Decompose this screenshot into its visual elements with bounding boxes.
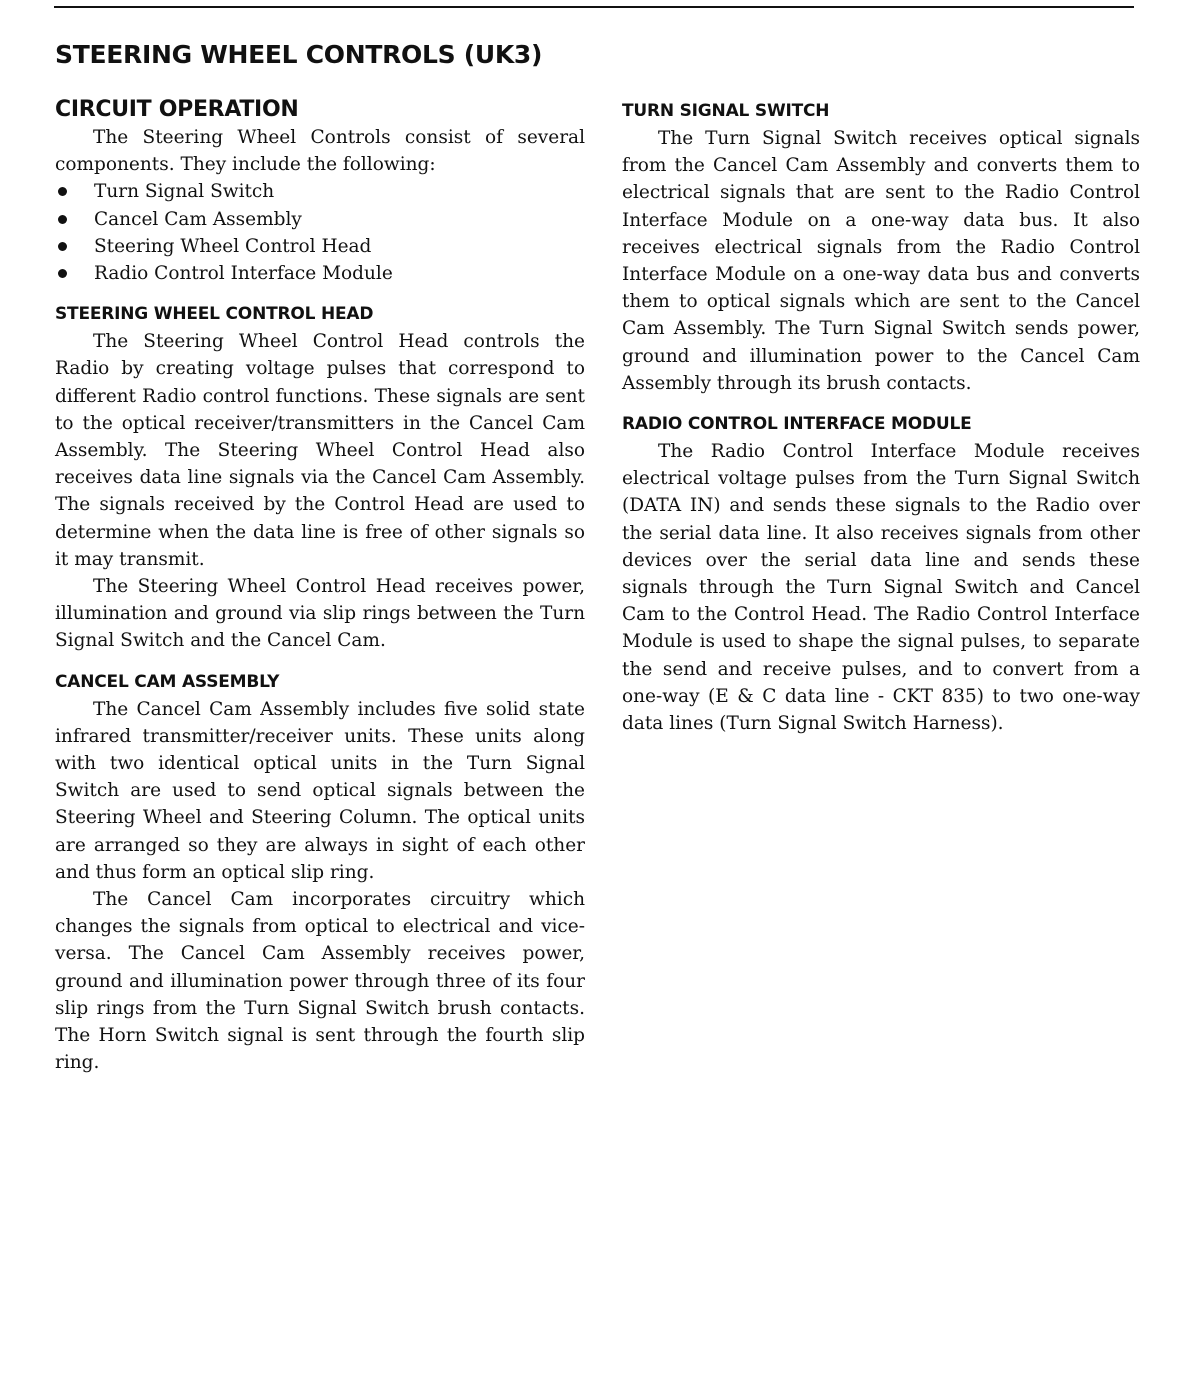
cancel-cam-assembly-heading: CANCEL CAM ASSEMBLY <box>55 671 280 692</box>
paragraph: The Cancel Cam Assembly includes five solid state infrared transmitter/receiver units. These units along with two identical optical units in the Turn Signal Switch are used to send optical signals between the Steering Wheel and Steering Column. The optical units are arranged so they are always in sight of each other and thus form an optical slip ring. <box>55 698 585 883</box>
circuit-operation-intro: The Steering Wheel Controls consist of several components. They include the following: <box>55 127 585 176</box>
bullet-icon <box>58 242 67 251</box>
radio-control-interface-module-section <box>622 411 1140 737</box>
circuit-operation-section <box>55 96 585 287</box>
right-column <box>622 96 1140 737</box>
list-item-text: Steering Wheel Control Head <box>94 235 372 257</box>
paragraph: The Steering Wheel Control Head controls the Radio by creating voltage pulses that correspond to different Radio control functions. These signals are sent to the optical receiver/transmitters in the Cancel Cam Assembly. The Steering Wheel Control Head also receives data line signals via the Cancel Cam Assembly. The signals received by the Control Head are used to determine when the data line is free of other signals so it may transmit. <box>55 331 585 570</box>
paragraph: The Radio Control Interface Module receives electrical voltage pulses from the Turn Signal Switch (DATA IN) and sends these signals to the Radio over the serial data line. It also receives signals from other devices over the serial data line and sends these signals through the Turn Signal Switch and Cancel Cam to the Control Head. The Radio Control Interface Module is used to shape the signal pulses, to separate the send and receive pulses, and to convert from a one-way (E & C data line - CKT 835) to two one-way data lines (Turn Signal Switch Harness). <box>622 441 1140 735</box>
list-item-text: Turn Signal Switch <box>94 181 275 203</box>
component-list <box>55 178 585 287</box>
steering-wheel-control-head-section <box>55 301 585 654</box>
circuit-operation-heading: CIRCUIT OPERATION <box>55 97 299 122</box>
page-title: STEERING WHEEL CONTROLS (UK3) <box>55 40 543 69</box>
list-item-text: Radio Control Interface Module <box>94 263 393 285</box>
radio-control-interface-module-heading: RADIO CONTROL INTERFACE MODULE <box>622 414 972 435</box>
paragraph: The Turn Signal Switch receives optical signals from the Cancel Cam Assembly and converts them to electrical signals that are sent to the Radio Control Interface Module on a one-way data bus. It also receives electrical signals from the Radio Control Interface Module on a one-way data bus and converts them to optical signals which are sent to the Cancel Cam Assembly. The Turn Signal Switch sends power, ground and illumination power to the Cancel Cam Assembly through its brush contacts. <box>622 128 1140 394</box>
bullet-icon <box>58 215 67 224</box>
list-item <box>55 260 585 287</box>
list-item <box>55 233 585 260</box>
bullet-icon <box>58 269 67 278</box>
turn-signal-switch-section <box>622 98 1140 397</box>
list-item-text: Cancel Cam Assembly <box>94 208 302 230</box>
turn-signal-switch-heading: TURN SIGNAL SWITCH <box>622 101 830 121</box>
left-column <box>55 96 585 1077</box>
list-item <box>55 178 585 205</box>
paragraph: The Steering Wheel Control Head receives power, illumination and ground via slip rings between the Turn Signal Switch and the Cancel Cam. <box>55 576 585 652</box>
cancel-cam-assembly-section <box>55 669 585 1077</box>
paragraph: The Cancel Cam incorporates circuitry which changes the signals from optical to electrical and vice-versa. The Cancel Cam Assembly receives power, ground and illumination power through three of its four slip rings from the Turn Signal Switch brush contacts. The Horn Switch signal is sent through the fourth slip ring. <box>55 889 585 1074</box>
bullet-icon <box>58 187 67 196</box>
steering-wheel-control-head-heading: STEERING WHEEL CONTROL HEAD <box>55 304 374 325</box>
top-rule <box>54 6 1134 8</box>
list-item <box>55 206 585 233</box>
